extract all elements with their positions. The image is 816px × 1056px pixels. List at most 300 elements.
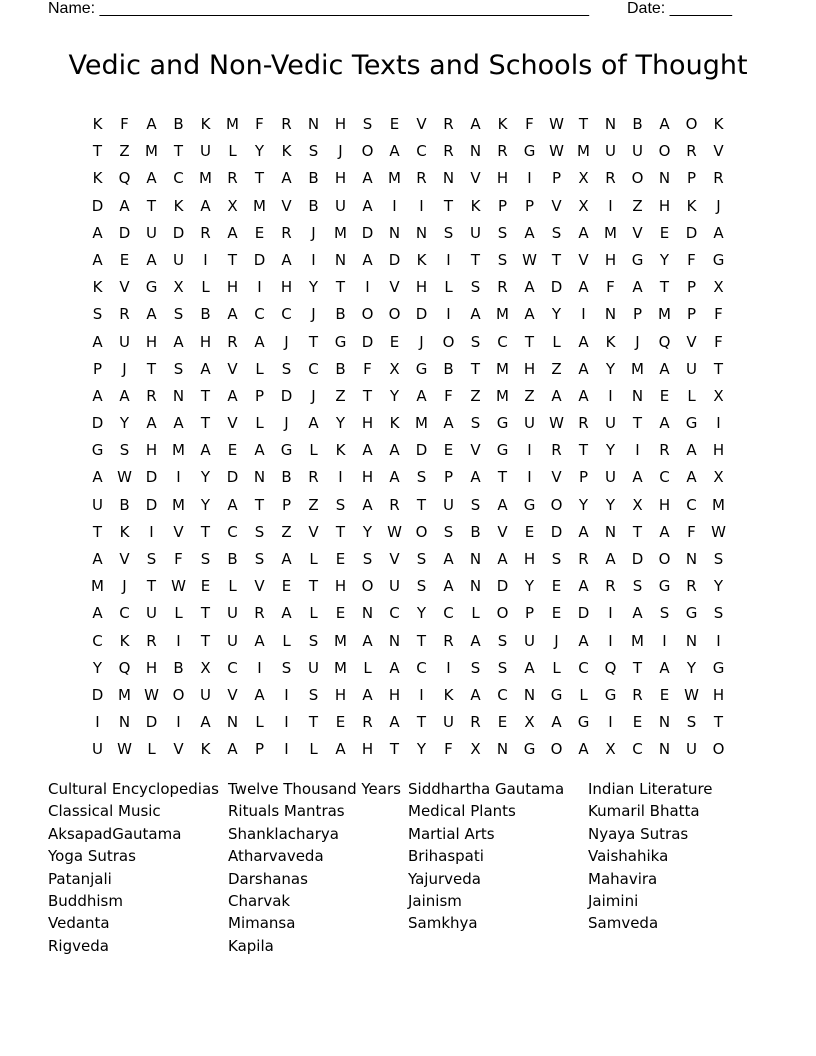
grid-letter[interactable]: N (442, 169, 455, 188)
grid-letter[interactable]: S (254, 550, 265, 568)
grid-letter[interactable]: I (716, 414, 721, 433)
grid-letter[interactable]: A (227, 740, 238, 759)
grid-letter[interactable]: A (389, 142, 400, 161)
grid-letter[interactable]: A (551, 386, 562, 405)
grid-letter[interactable]: H (388, 685, 401, 704)
grid-letter[interactable]: N (307, 115, 320, 133)
grid-letter[interactable]: V (308, 522, 319, 541)
grid-letter[interactable]: S (416, 577, 427, 596)
grid-letter[interactable]: U (146, 223, 157, 242)
grid-letter[interactable]: I (365, 278, 370, 297)
grid-letter[interactable]: R (362, 713, 373, 732)
grid-letter[interactable]: C (686, 495, 697, 514)
grid-letter[interactable]: W (549, 115, 564, 133)
grid-letter[interactable]: O (685, 115, 698, 133)
grid-letter[interactable]: R (200, 223, 211, 242)
grid-letter[interactable]: G (550, 685, 563, 704)
grid-letter[interactable]: B (335, 305, 346, 324)
grid-letter[interactable]: H (145, 441, 158, 460)
grid-letter[interactable]: H (712, 685, 725, 704)
grid-letter[interactable]: V (227, 685, 238, 704)
grid-letter[interactable]: I (284, 740, 289, 759)
grid-letter[interactable]: A (443, 414, 454, 433)
grid-letter[interactable]: M (577, 142, 590, 161)
grid-letter[interactable]: A (308, 414, 319, 433)
grid-letter[interactable]: I (176, 631, 181, 650)
grid-letter[interactable]: X (713, 386, 724, 405)
grid-letter[interactable]: E (389, 115, 400, 133)
grid-letter[interactable]: X (632, 495, 643, 514)
grid-letter[interactable]: S (632, 577, 643, 596)
grid-letter[interactable]: H (361, 468, 374, 487)
grid-letter[interactable]: Y (659, 250, 670, 269)
grid-letter[interactable]: A (416, 386, 427, 405)
grid-letter[interactable]: L (309, 740, 318, 759)
grid-letter[interactable]: R (146, 386, 157, 405)
grid-letter[interactable]: R (146, 631, 157, 650)
grid-letter[interactable]: L (282, 631, 291, 650)
grid-letter[interactable]: K (119, 522, 130, 541)
grid-letter[interactable]: X (524, 713, 535, 732)
grid-letter[interactable]: Z (119, 142, 130, 161)
grid-letter[interactable]: X (713, 278, 724, 297)
grid-letter[interactable]: S (281, 359, 292, 378)
grid-letter[interactable]: H (334, 577, 347, 596)
grid-letter[interactable]: R (443, 631, 454, 650)
grid-letter[interactable]: E (632, 713, 643, 732)
grid-letter[interactable]: A (362, 250, 373, 269)
grid-letter[interactable]: D (145, 495, 158, 514)
grid-letter[interactable]: L (255, 359, 264, 378)
grid-letter[interactable]: K (443, 685, 454, 704)
grid-letter[interactable]: M (712, 495, 725, 514)
grid-letter[interactable]: A (686, 468, 697, 487)
grid-letter[interactable]: D (550, 278, 563, 297)
grid-letter[interactable]: C (659, 468, 670, 487)
grid-letter[interactable]: B (470, 522, 481, 541)
grid-letter[interactable]: A (524, 658, 535, 677)
grid-letter[interactable]: I (527, 441, 532, 460)
grid-letter[interactable]: W (684, 685, 699, 704)
grid-letter[interactable]: L (309, 604, 318, 623)
grid-letter[interactable]: S (443, 223, 454, 242)
grid-letter[interactable]: A (254, 441, 265, 460)
grid-letter[interactable]: E (551, 577, 562, 596)
grid-letter[interactable]: O (172, 685, 185, 704)
grid-letter[interactable]: D (388, 250, 401, 269)
grid-letter[interactable]: M (658, 305, 671, 324)
grid-letter[interactable]: O (712, 740, 725, 759)
grid-letter[interactable]: Y (551, 305, 562, 324)
grid-letter[interactable]: W (549, 142, 564, 161)
grid-letter[interactable]: A (524, 278, 535, 297)
grid-letter[interactable]: N (496, 740, 509, 759)
grid-letter[interactable]: Q (118, 658, 131, 677)
grid-letter[interactable]: A (362, 495, 373, 514)
date-field[interactable]: Date: _______ (627, 0, 732, 17)
grid-letter[interactable]: U (686, 740, 697, 759)
grid-letter[interactable]: A (389, 468, 400, 487)
grid-letter[interactable]: U (92, 740, 103, 759)
grid-letter[interactable]: X (227, 196, 238, 215)
grid-letter[interactable]: D (280, 386, 293, 405)
grid-letter[interactable]: L (228, 577, 237, 596)
grid-letter[interactable]: P (686, 169, 697, 188)
grid-letter[interactable]: T (173, 142, 184, 161)
grid-letter[interactable]: N (658, 740, 671, 759)
grid-letter[interactable]: T (362, 386, 373, 405)
grid-letter[interactable]: N (658, 169, 671, 188)
grid-letter[interactable]: M (145, 142, 158, 161)
grid-letter[interactable]: V (173, 522, 184, 541)
grid-letter[interactable]: X (200, 658, 211, 677)
grid-letter[interactable]: E (335, 604, 346, 623)
grid-letter[interactable]: U (308, 658, 319, 677)
grid-letter[interactable]: F (255, 115, 264, 133)
grid-letter[interactable]: C (227, 522, 238, 541)
grid-letter[interactable]: A (605, 550, 616, 568)
grid-letter[interactable]: R (497, 278, 508, 297)
grid-letter[interactable]: I (149, 522, 154, 541)
grid-letter[interactable]: T (497, 468, 508, 487)
grid-letter[interactable]: U (632, 142, 643, 161)
grid-letter[interactable]: V (551, 468, 562, 487)
grid-letter[interactable]: A (524, 305, 535, 324)
grid-letter[interactable]: T (200, 522, 211, 541)
grid-letter[interactable]: D (145, 713, 158, 732)
grid-letter[interactable]: A (551, 713, 562, 732)
grid-letter[interactable]: F (606, 278, 615, 297)
grid-letter[interactable]: G (91, 441, 104, 460)
grid-letter[interactable]: P (497, 196, 508, 215)
grid-letter[interactable]: M (496, 386, 509, 405)
grid-letter[interactable]: L (552, 658, 561, 677)
grid-letter[interactable]: U (335, 196, 346, 215)
grid-letter[interactable]: P (92, 359, 103, 378)
grid-letter[interactable]: M (199, 169, 212, 188)
grid-letter[interactable]: M (631, 359, 644, 378)
grid-letter[interactable]: S (281, 658, 292, 677)
grid-letter[interactable]: I (608, 631, 613, 650)
grid-letter[interactable]: R (227, 169, 238, 188)
grid-letter[interactable]: I (527, 169, 532, 188)
grid-letter[interactable]: L (201, 278, 210, 297)
grid-letter[interactable]: V (470, 441, 481, 460)
grid-letter[interactable]: A (92, 223, 103, 242)
grid-letter[interactable]: R (308, 468, 319, 487)
grid-letter[interactable]: G (496, 441, 509, 460)
grid-letter[interactable]: E (254, 223, 265, 242)
grid-letter[interactable]: Y (416, 604, 427, 623)
grid-letter[interactable]: G (496, 414, 509, 433)
grid-letter[interactable]: N (334, 250, 347, 269)
grid-letter[interactable]: E (227, 441, 238, 460)
grid-letter[interactable]: W (387, 522, 402, 541)
grid-letter[interactable]: A (632, 468, 643, 487)
grid-letter[interactable]: I (608, 386, 613, 405)
grid-letter[interactable]: S (362, 115, 373, 133)
grid-letter[interactable]: P (551, 169, 562, 188)
grid-letter[interactable]: E (497, 713, 508, 732)
grid-letter[interactable]: T (713, 713, 724, 732)
grid-letter[interactable]: C (281, 305, 292, 324)
grid-letter[interactable]: O (361, 577, 374, 596)
grid-letter[interactable]: V (686, 332, 697, 351)
grid-letter[interactable]: K (713, 115, 724, 133)
grid-letter[interactable]: I (95, 713, 100, 732)
grid-letter[interactable]: X (578, 169, 589, 188)
grid-letter[interactable]: E (281, 577, 292, 596)
grid-letter[interactable]: D (496, 577, 509, 596)
grid-letter[interactable]: A (227, 495, 238, 514)
grid-letter[interactable]: H (604, 250, 617, 269)
grid-letter[interactable]: G (523, 495, 536, 514)
grid-letter[interactable]: Q (604, 658, 617, 677)
grid-letter[interactable]: G (280, 441, 293, 460)
grid-letter[interactable]: O (361, 305, 374, 324)
grid-letter[interactable]: T (308, 713, 319, 732)
grid-letter[interactable]: R (416, 169, 427, 188)
grid-letter[interactable]: H (334, 115, 347, 133)
grid-letter[interactable]: B (119, 495, 130, 514)
grid-letter[interactable]: Y (605, 359, 616, 378)
grid-letter[interactable]: R (281, 115, 292, 133)
grid-letter[interactable]: A (92, 332, 103, 351)
grid-letter[interactable]: T (389, 740, 400, 759)
grid-letter[interactable]: O (415, 522, 428, 541)
grid-letter[interactable]: C (92, 631, 103, 650)
grid-letter[interactable]: A (578, 631, 589, 650)
grid-letter[interactable]: M (118, 685, 131, 704)
grid-letter[interactable]: D (631, 550, 644, 568)
grid-letter[interactable]: H (199, 332, 212, 351)
grid-letter[interactable]: P (524, 604, 535, 623)
grid-letter[interactable]: M (334, 631, 347, 650)
grid-letter[interactable]: H (658, 196, 671, 215)
grid-letter[interactable]: G (523, 740, 536, 759)
grid-letter[interactable]: A (443, 577, 454, 596)
grid-letter[interactable]: J (338, 142, 343, 161)
grid-letter[interactable]: S (497, 631, 508, 650)
grid-letter[interactable]: K (92, 169, 103, 188)
grid-letter[interactable]: R (119, 305, 130, 324)
grid-letter[interactable]: C (578, 658, 589, 677)
grid-letter[interactable]: F (687, 522, 696, 541)
grid-letter[interactable]: A (362, 685, 373, 704)
grid-letter[interactable]: T (443, 196, 454, 215)
grid-letter[interactable]: A (578, 223, 589, 242)
grid-letter[interactable]: A (659, 658, 670, 677)
grid-letter[interactable]: B (308, 196, 319, 215)
grid-letter[interactable]: A (659, 414, 670, 433)
grid-letter[interactable]: D (361, 223, 374, 242)
grid-letter[interactable]: R (659, 441, 670, 460)
grid-letter[interactable]: A (281, 250, 292, 269)
grid-letter[interactable]: P (686, 305, 697, 324)
grid-letter[interactable]: S (416, 550, 427, 568)
grid-letter[interactable]: L (174, 604, 183, 623)
grid-letter[interactable]: R (470, 713, 481, 732)
grid-letter[interactable]: K (281, 142, 292, 161)
grid-letter[interactable]: R (686, 577, 697, 596)
grid-letter[interactable]: N (226, 713, 239, 732)
grid-letter[interactable]: S (200, 550, 211, 568)
grid-letter[interactable]: R (686, 142, 697, 161)
grid-letter[interactable]: L (363, 658, 372, 677)
grid-letter[interactable]: Y (92, 658, 103, 677)
grid-letter[interactable]: E (119, 250, 130, 269)
grid-letter[interactable]: A (389, 441, 400, 460)
grid-letter[interactable]: Z (551, 359, 562, 378)
grid-letter[interactable]: I (284, 685, 289, 704)
grid-letter[interactable]: S (254, 522, 265, 541)
grid-letter[interactable]: S (713, 604, 724, 623)
grid-letter[interactable]: I (446, 250, 451, 269)
grid-letter[interactable]: A (200, 196, 211, 215)
grid-letter[interactable]: A (173, 332, 184, 351)
grid-letter[interactable]: A (119, 386, 130, 405)
grid-letter[interactable]: A (713, 223, 724, 242)
grid-letter[interactable]: B (227, 550, 238, 568)
grid-letter[interactable]: A (578, 522, 589, 541)
grid-letter[interactable]: G (685, 414, 698, 433)
grid-letter[interactable]: U (605, 142, 616, 161)
grid-letter[interactable]: Y (200, 468, 211, 487)
grid-letter[interactable]: D (226, 468, 239, 487)
grid-letter[interactable]: R (227, 332, 238, 351)
grid-letter[interactable]: A (470, 115, 481, 133)
grid-letter[interactable]: I (662, 631, 667, 650)
grid-letter[interactable]: H (415, 278, 428, 297)
grid-letter[interactable]: P (254, 740, 265, 759)
grid-letter[interactable]: N (604, 115, 617, 133)
grid-letter[interactable]: Y (713, 577, 724, 596)
grid-letter[interactable]: C (119, 604, 130, 623)
grid-letter[interactable]: T (524, 332, 535, 351)
grid-letter[interactable]: P (686, 278, 697, 297)
grid-letter[interactable]: X (605, 740, 616, 759)
grid-letter[interactable]: T (92, 522, 103, 541)
grid-letter[interactable]: E (659, 685, 670, 704)
grid-letter[interactable]: A (362, 196, 373, 215)
grid-letter[interactable]: A (578, 386, 589, 405)
grid-letter[interactable]: A (200, 359, 211, 378)
grid-letter[interactable]: A (146, 250, 157, 269)
grid-letter[interactable]: I (527, 468, 532, 487)
grid-letter[interactable]: F (174, 550, 183, 568)
grid-letter[interactable]: S (119, 441, 130, 460)
grid-letter[interactable]: P (632, 305, 643, 324)
grid-letter[interactable]: W (117, 740, 132, 759)
grid-letter[interactable]: H (361, 414, 374, 433)
grid-letter[interactable]: J (311, 305, 316, 324)
grid-letter[interactable]: C (416, 142, 427, 161)
grid-letter[interactable]: D (415, 441, 428, 460)
grid-letter[interactable]: U (227, 631, 238, 650)
grid-letter[interactable]: K (605, 332, 616, 351)
grid-letter[interactable]: R (605, 577, 616, 596)
grid-letter[interactable]: T (470, 359, 481, 378)
grid-letter[interactable]: V (713, 142, 724, 161)
grid-letter[interactable]: T (632, 414, 643, 433)
grid-letter[interactable]: V (389, 278, 400, 297)
grid-letter[interactable]: G (685, 604, 698, 623)
grid-letter[interactable]: Z (308, 495, 319, 514)
grid-letter[interactable]: A (659, 359, 670, 378)
grid-letter[interactable]: B (173, 115, 184, 133)
grid-letter[interactable]: E (335, 713, 346, 732)
grid-letter[interactable]: L (444, 278, 453, 297)
grid-letter[interactable]: C (389, 604, 400, 623)
grid-letter[interactable]: M (253, 196, 266, 215)
grid-letter[interactable]: C (443, 604, 454, 623)
grid-letter[interactable]: B (200, 305, 211, 324)
grid-letter[interactable]: S (686, 713, 697, 732)
grid-letter[interactable]: L (147, 740, 156, 759)
grid-letter[interactable]: D (91, 685, 104, 704)
grid-letter[interactable]: B (443, 359, 454, 378)
grid-letter[interactable]: H (361, 740, 374, 759)
grid-letter[interactable]: U (92, 495, 103, 514)
grid-letter[interactable]: U (443, 495, 454, 514)
grid-letter[interactable]: E (335, 550, 346, 568)
grid-letter[interactable]: U (524, 414, 535, 433)
grid-letter[interactable]: U (173, 250, 184, 269)
grid-letter[interactable]: A (281, 550, 292, 568)
grid-letter[interactable]: A (578, 332, 589, 351)
grid-letter[interactable]: H (226, 278, 239, 297)
grid-letter[interactable]: Q (118, 169, 131, 188)
grid-letter[interactable]: C (497, 332, 508, 351)
grid-letter[interactable]: T (632, 522, 643, 541)
grid-letter[interactable]: N (658, 713, 671, 732)
grid-letter[interactable]: R (443, 142, 454, 161)
grid-letter[interactable]: S (470, 414, 481, 433)
grid-letter[interactable]: A (578, 359, 589, 378)
grid-letter[interactable]: A (470, 468, 481, 487)
grid-letter[interactable]: A (200, 441, 211, 460)
grid-letter[interactable]: A (200, 713, 211, 732)
grid-letter[interactable]: Z (470, 386, 481, 405)
grid-letter[interactable]: A (254, 332, 265, 351)
grid-letter[interactable]: R (713, 169, 724, 188)
grid-letter[interactable]: S (416, 468, 427, 487)
grid-letter[interactable]: C (308, 359, 319, 378)
grid-letter[interactable]: I (203, 250, 208, 269)
grid-letter[interactable]: O (550, 740, 563, 759)
grid-letter[interactable]: S (659, 604, 670, 623)
grid-letter[interactable]: C (254, 305, 265, 324)
grid-letter[interactable]: I (581, 305, 586, 324)
grid-letter[interactable]: U (200, 142, 211, 161)
grid-letter[interactable]: V (281, 196, 292, 215)
grid-letter[interactable]: M (631, 631, 644, 650)
grid-letter[interactable]: A (389, 658, 400, 677)
grid-letter[interactable]: J (716, 196, 721, 215)
grid-letter[interactable]: L (309, 550, 318, 568)
grid-letter[interactable]: N (685, 550, 698, 568)
grid-letter[interactable]: I (419, 685, 424, 704)
grid-letter[interactable]: B (632, 115, 643, 133)
grid-letter[interactable]: A (146, 169, 157, 188)
grid-letter[interactable]: U (605, 468, 616, 487)
grid-letter[interactable]: T (659, 278, 670, 297)
grid-letter[interactable]: I (257, 278, 262, 297)
grid-letter[interactable]: B (335, 359, 346, 378)
grid-letter[interactable]: P (254, 386, 265, 405)
grid-letter[interactable]: I (338, 468, 343, 487)
grid-letter[interactable]: S (713, 550, 724, 568)
